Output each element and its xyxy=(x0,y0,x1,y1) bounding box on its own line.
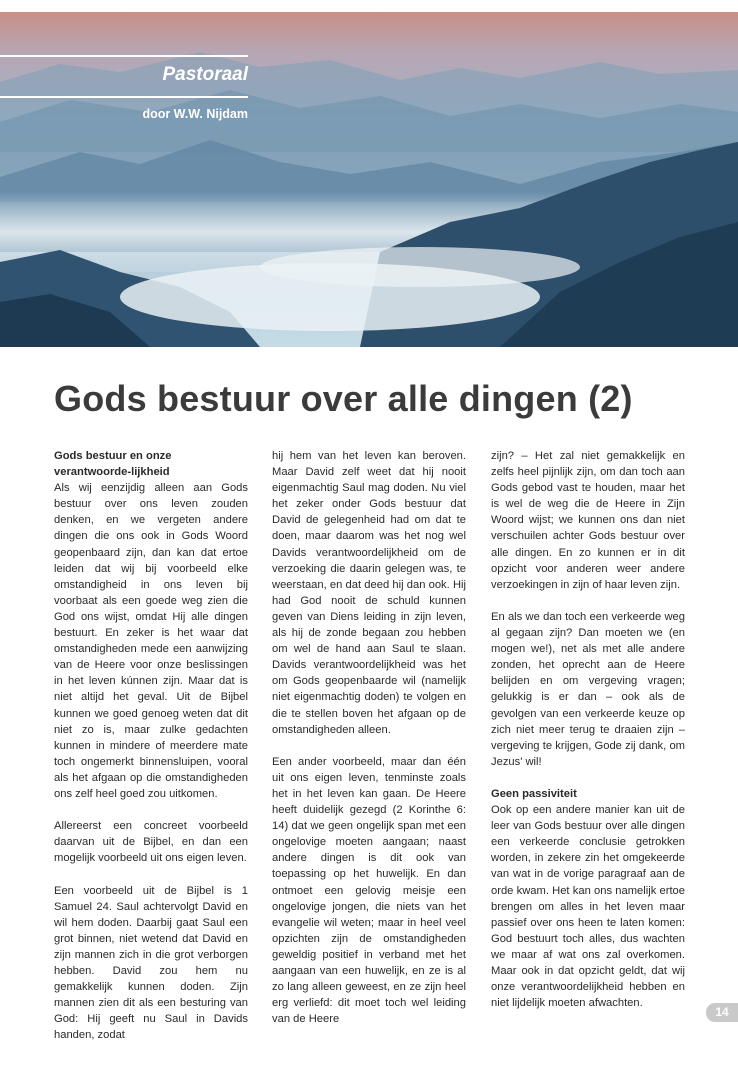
paragraph: En als we dan toch een verkeerde weg al gegaan zijn? Dan moeten we (en mogen we!), net als met alle andere zonden, het oprecht aan de Heere belijden en om vergeving vragen; gelukkig is er dan – ook als de gevolgen van een verkeerde keuze op zich niet meer terug te draaien zijn – vergeving te krijgen, Gode zij dank, om Jezus' wil! xyxy=(491,610,685,768)
article-column-2 xyxy=(272,448,466,1043)
paragraph: Als wij eenzijdig alleen aan Gods bestuur over ons leven zouden denken, en we vergeten andere dingen die ons ook in Gods Woord geopenbaard zijn, dan kan dat ertoe leiden dat wij bij voorbeeld elke omstandigheid in ons leven bij voorbaat als een goede weg zien die God ons wijst, omdat Hij alle dingen bestuurt. En zeker is het waar dat omstandigheden mede een aanwijzing van de Heere voor onze beslissingen in het leven kúnnen zijn. Maar dat is niet altijd het geval. Uit de Bijbel kunnen we goed genoeg weten dat dit niet zo is, maar zulke gedachten kunnen in mindere of meerdere mate toch ongemerkt binnensluipen, vooral als het afgaan op die omstandigheden ons zelf heel goed zou uitkomen. xyxy=(54,482,248,800)
hero-image xyxy=(0,12,738,347)
article-column-1 xyxy=(54,448,248,1060)
header-rule-bottom xyxy=(0,96,248,98)
author-byline: door W.W. Nijdam xyxy=(142,107,248,121)
paragraph: Een ander voorbeeld, maar dan één uit ons eigen leven, tenminste zoals het in het leven kan gaan. De Heere heeft duidelijk gezegd (2 Korinthe 6: 14) dat we geen ongelijk span met een ongelovige moeten aangaan; naast andere dingen is dit ook van toepassing op het huwelijk. En dan ontmoet een gelovig meisje een ongelovige jongen, die niets van het evangelie wil weten; maar in heel veel opzichten zijn de omstandigheden geweldig positief in verband met het aangaan van een huwelijk, en ze is al zo lang alleen geweest, en ze zijn heel erg verliefd: dit moet toch wel leiding van de Heere xyxy=(272,755,466,1026)
paragraph: hij hem van het leven kan beroven. Maar David zelf weet dat hij nooit eigenmachtig Saul mag doden. Nu viel het zeker onder Gods bestuur dat David de gelegenheid had om dat te doen, maar daarom was het nog wel Davids verantwoordelijkheid om de verzoeking die daarin gelegen was, te weerstaan, en dat deed hij dan ook. Hij had God nooit de schuld kunnen geven van Diens leiding in zijn leven, als hij de zonde begaan zou hebben om wel de hand aan Saul te slaan. Davids verantwoordelijkheid was het om Gods geopenbaarde wil (namelijk niet eigenmachtig doden) te volgen en die te stellen boven het afgaan op de omstandigheden alleen. xyxy=(272,450,466,736)
paragraph: Ook op een andere manier kan uit de leer van Gods bestuur over alle dingen een verkeerde conclusie getrokken worden, in zekere zin het omgekeerde van wat in de vorige paragraaf aan de orde kwam. Het kan ons namelijk ertoe brengen om alles in het leven maar passief over ons heen te laten komen: God bestuurt toch alles, dus wachten we maar af wat ons zal overkomen. Maar ook in dat opzicht geldt, dat wij onze verantwoordelijkheid hebben en niet lijdelijk moeten afwachten. xyxy=(491,804,685,1010)
header-rule-top xyxy=(0,55,248,57)
page-number-badge: 14 xyxy=(706,1003,738,1022)
section-heading: Geen passiviteit xyxy=(491,787,577,800)
paragraph: zijn? – Het zal niet gemakkelijk en zelfs heel pijnlijk zijn, om dan toch aan Gods gebod vast te houden, maar het is wel de weg die de Heere in Zijn Woord wijst; we kunnen ons dan niet verschuilen achter Gods bestuur over alle dingen. En zo kunnen er in dit opzicht voor anderen weer andere verzoekingen in zijn of haar leven zijn. xyxy=(491,450,685,591)
section-heading: Gods bestuur en onze verantwoorde-lijkheid xyxy=(54,450,172,479)
paragraph: Een voorbeeld uit de Bijbel is 1 Samuel 24. Saul achtervolgt David en wil hem doden. Daarbij gaat Saul een grot binnen, niet wetend dat David en zijn mannen zich in die grot verborgen hebben. David zou hem nu gemakkelijk kunnen doden. Zijn mannen zien dit als een besturing van God: Hij geeft nu Saul in Davids handen, zodat xyxy=(54,884,248,1042)
paragraph: Allereerst een concreet voorbeeld daarvan uit de Bijbel, en dan een mogelijk voorbeeld uit ons eigen leven. xyxy=(54,820,248,865)
section-label: Pastoraal xyxy=(162,64,248,85)
misty-mountains-illustration xyxy=(0,12,738,347)
article-title: Gods bestuur over alle dingen (2) xyxy=(54,378,633,419)
article-column-3 xyxy=(491,448,685,1027)
